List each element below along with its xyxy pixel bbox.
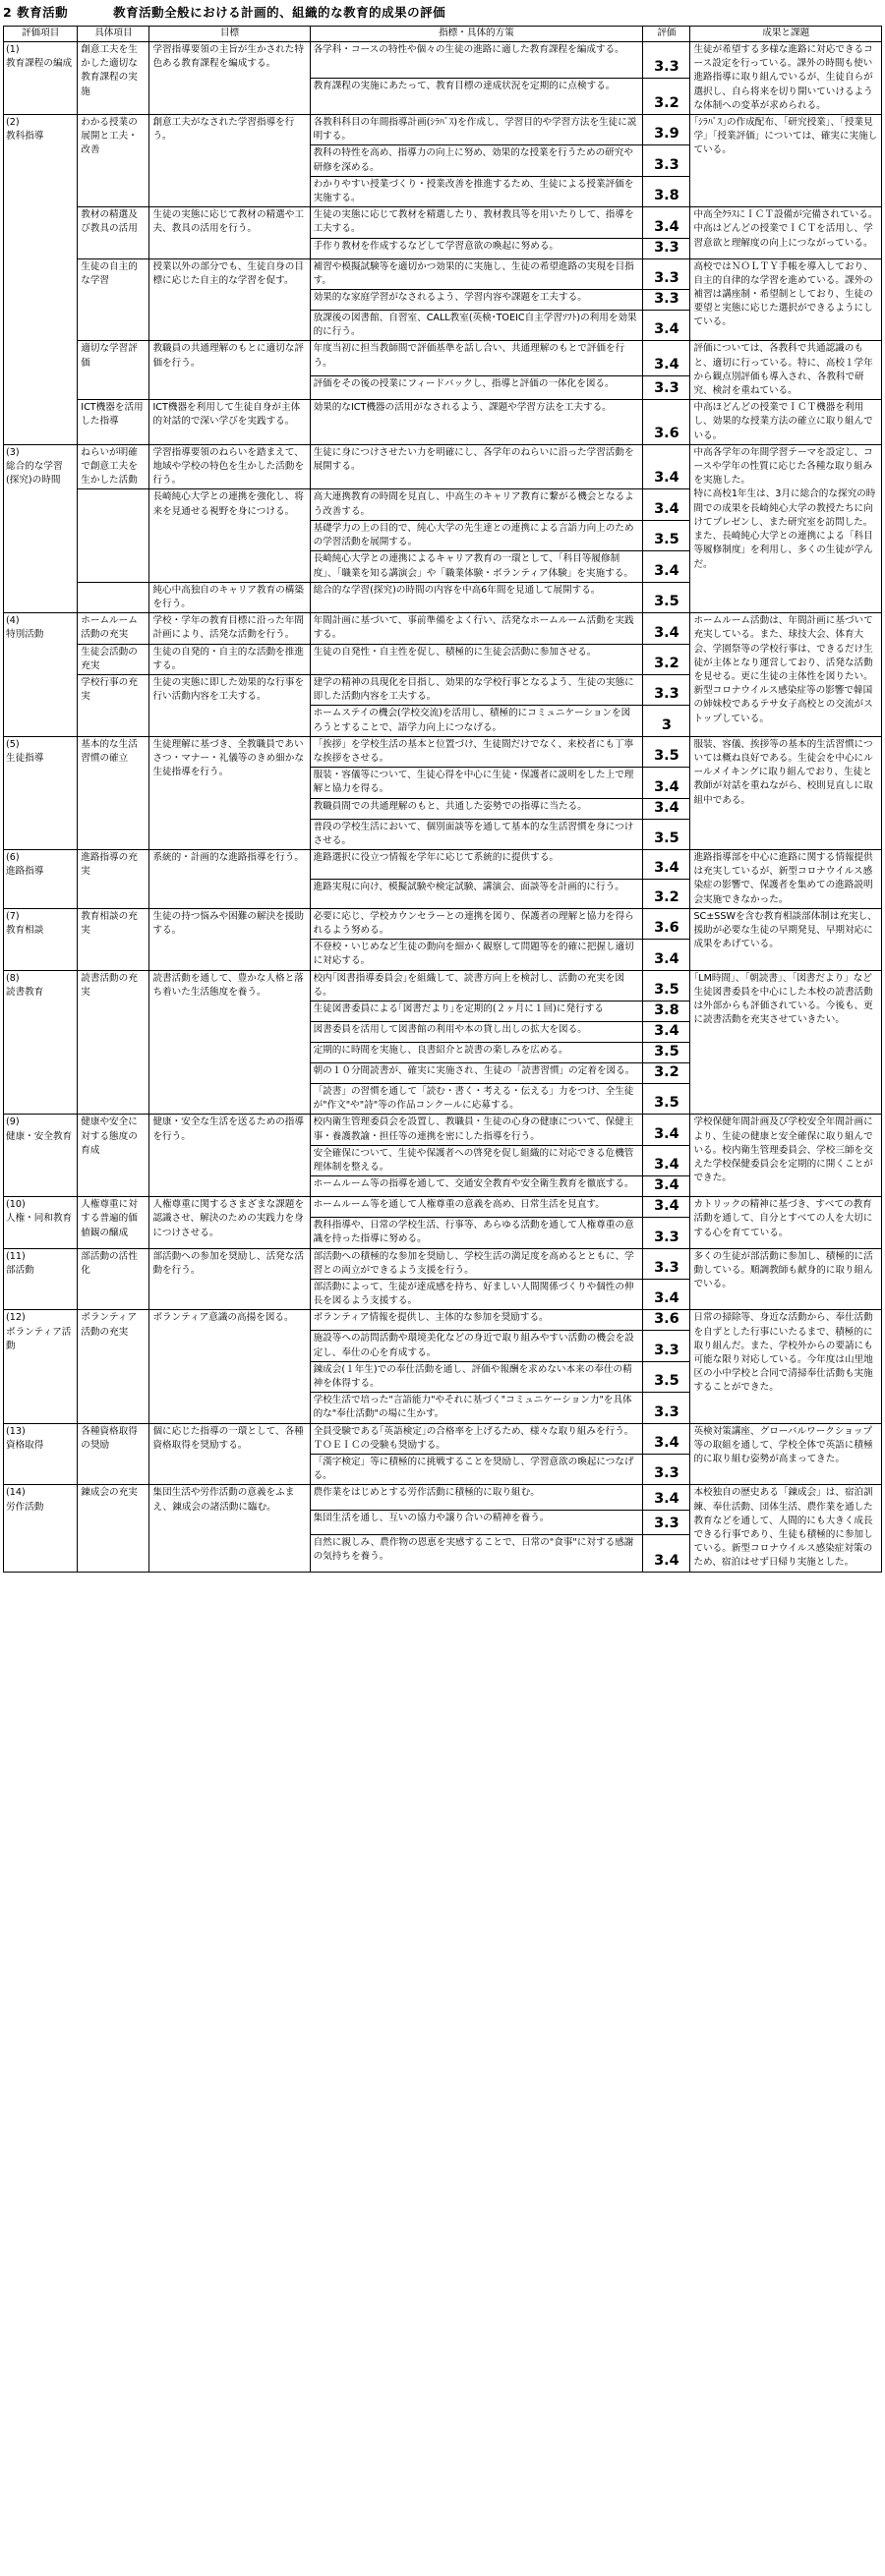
measure-cell: 高大連携教育の時間を見直し、中高生のキャリア教育に繋がる機会となるよう改善する。 bbox=[310, 489, 643, 520]
table-row bbox=[4, 1310, 882, 1331]
table-row bbox=[4, 400, 882, 445]
score-cell: 3.5 bbox=[643, 736, 690, 767]
item-label-cell: 各種資格取得の奨励 bbox=[78, 1423, 149, 1485]
measure-cell: 教科の特性を高め、指導力の向上に努め、効果的な授業を行うための研究や研修を深める。 bbox=[310, 145, 643, 176]
result-cell: 中高ほどんどの授業でＩＣＴ機器を利用し、効果的な授業方法の確立に取り組んでいる。 bbox=[690, 400, 882, 445]
item-label-cell: わかる授業の展開と工夫・改善 bbox=[78, 115, 149, 207]
score-cell: 3.4 bbox=[643, 1176, 690, 1197]
table-row bbox=[4, 1248, 882, 1279]
item-label-cell: ボランティア活動の充実 bbox=[78, 1310, 149, 1423]
header-cell: 指標・具体的方策 bbox=[310, 27, 643, 42]
goal-cell: 読書活動を通して、豊かな人格と落ち着いた生活態度を養う。 bbox=[149, 970, 310, 1115]
measure-cell: 進路実現に向け、模擬試験や検定試験、講演会、面談等を計画的に行う。 bbox=[310, 879, 643, 908]
score-cell: 3.3 bbox=[643, 1510, 690, 1534]
measure-cell: 定期的に時間を実施し、良書紹介と読書の楽しみを広める。 bbox=[310, 1042, 643, 1062]
table-row bbox=[4, 736, 882, 767]
goal-cell: 生徒の実態に即した効果的な行事を行い活動内容を工夫する。 bbox=[149, 674, 310, 736]
item-label-cell: 基本的な生活習慣の確立 bbox=[78, 736, 149, 849]
item-label-cell: 創意工夫を生かした適切な教育課程の実施 bbox=[78, 42, 149, 115]
measure-cell: 放課後の図書館、自習室、CALL教室(英検･TOEIC自主学習ｿﾌﾄ)の利用を効果的に行う。 bbox=[310, 311, 643, 341]
score-cell: 3.2 bbox=[643, 1062, 690, 1083]
measure-cell: 集団生活を通し、互いの協力や譲り合いの精神を養う。 bbox=[310, 1510, 643, 1534]
table-row bbox=[4, 207, 882, 238]
result-cell: 評価については、各教科で共通認識のもと、適切に行っている。特に、高校１学年から観点別評価も導入され、各教科で研究、検討を重ねている。 bbox=[690, 341, 882, 400]
measure-cell: 総合的な学習(探究)の時間の内容を中高6年間を見通して展開する。 bbox=[310, 582, 643, 612]
category-cell: (2) 教科指導 bbox=[4, 115, 78, 445]
item-label-cell: ホームルーム活動の充実 bbox=[78, 613, 149, 644]
score-cell: 3.4 bbox=[643, 1197, 690, 1218]
measure-cell: 各教科科目の年間指導計画(ｼﾗﾊﾞｽ)を作成し、学習目的や学習方法を生徒に説明する。 bbox=[310, 115, 643, 145]
category-cell: (6) 進路指導 bbox=[4, 849, 78, 908]
measure-cell: ホームステイの機会(学校交流)を活用し、積極的にコミュニケーションを図ろうとすることで、語学力向上につなげる。 bbox=[310, 706, 643, 736]
goal-cell: 人権尊重に関するさまざまな課題を認識させ、解決のための実践力を身につけさせる。 bbox=[149, 1197, 310, 1248]
item-label-cell: 生徒の自主的な学習 bbox=[78, 258, 149, 341]
item-label-cell: 学校行事の充実 bbox=[78, 674, 149, 736]
title-number: 2 bbox=[3, 5, 13, 20]
measure-cell: 生徒の自発性・自主性を促し、積極的に生徒会活動に参加させる。 bbox=[310, 644, 643, 674]
score-cell: 3.3 bbox=[643, 1393, 690, 1423]
measure-cell: 生徒図書委員による｢図書だより｣を定期的(２ヶ月に１回)に発行する bbox=[310, 1001, 643, 1021]
header-cell: 具体項目 bbox=[78, 27, 149, 42]
goal-cell: 学習指導要領の主旨が生かされた特色ある教育課程を編成する。 bbox=[149, 42, 310, 115]
measure-cell: 農作業をはじめとする労作活動に積極的に取り組む。 bbox=[310, 1485, 643, 1510]
measure-cell: 部活動への積極的な参加を奨励し、学校生活の満足度を高めるとともに、学習との両立ができるよう支援を行う。 bbox=[310, 1248, 643, 1279]
score-cell: 3.8 bbox=[643, 176, 690, 206]
table-row bbox=[4, 1485, 882, 1510]
score-cell: 3 bbox=[643, 706, 690, 736]
score-cell: 3.9 bbox=[643, 115, 690, 145]
result-cell: 進路指導部を中心に進路に関する情報提供は充実しているが、新型コロナウイルス感染症の影響で、保護者を集めての進路説明会実施できなかった。 bbox=[690, 849, 882, 908]
category-cell: (11) 部活動 bbox=[4, 1248, 78, 1310]
item-label-cell: ねらいが明確で創意工夫を生かした活動 bbox=[78, 444, 149, 489]
result-cell: ｢LM時間」、「朝読書」、「図書だより」など生徒図書委員を中心にした本校の読書活動は外部からも評価されている。今後も、更に読書活動を充実させていきたい。 bbox=[690, 970, 882, 1115]
table-row bbox=[4, 115, 882, 145]
score-cell: 3.6 bbox=[643, 908, 690, 939]
result-cell: 服装、容儀、挨拶等の基本的生活習慣については概ね良好である。生徒会を中心にルールメイキングに取り組んでおり、生徒と教師が対話を重ねながら、校則見直しに取組中である。 bbox=[690, 736, 882, 849]
measure-cell: 部活動によって、生徒が達成感を持ち、好ましい人間関係づくりや個性の伸長を図るよう支援する。 bbox=[310, 1280, 643, 1310]
measure-cell: ホームルーム等の指導を通して、交通安全教育や安全衛生教育を徹底する。 bbox=[310, 1176, 643, 1197]
score-cell: 3.4 bbox=[643, 613, 690, 644]
measure-cell: 基礎学力の上の目的で、純心大学の先生達との連携による言語力向上のための学習活動を展開する。 bbox=[310, 520, 643, 550]
measure-cell: 「漢字検定」等に積極的に挑戦することを奨励し、学習意欲の喚起につなげる。 bbox=[310, 1455, 643, 1485]
score-cell: 3.3 bbox=[643, 1455, 690, 1485]
item-label-cell: ICT機器を活用した指導 bbox=[78, 400, 149, 445]
category-cell: (12) ボランティア活動 bbox=[4, 1310, 78, 1423]
table-row bbox=[4, 341, 882, 376]
score-cell: 3.6 bbox=[643, 400, 690, 445]
measure-cell: 年度当初に担当教師間で評価基準を話し合い、共通理解のもとで評価を行う。 bbox=[310, 341, 643, 376]
score-cell: 3.3 bbox=[643, 1248, 690, 1279]
score-cell: 3.5 bbox=[643, 819, 690, 849]
measure-cell: 朝の１０分間読書が、確実に実施され、生徒の「読書習慣」の定着を図る。 bbox=[310, 1062, 643, 1083]
score-cell: 3.4 bbox=[643, 341, 690, 376]
measure-cell: 教育課程の実施にあたって、教育目標の達成状況を定期的に点検する。 bbox=[310, 79, 643, 115]
goal-cell: 部活動への参加を奨励し、活発な活動を行う。 bbox=[149, 1248, 310, 1310]
header-cell: 評価項目 bbox=[4, 27, 78, 42]
score-cell: 3.4 bbox=[643, 1423, 690, 1454]
goal-cell: 学習指導要領のねらいを踏まえて、地域や学校の特色を生かした活動を行う。 bbox=[149, 444, 310, 489]
category-cell: (5) 生徒指導 bbox=[4, 736, 78, 849]
table-row bbox=[4, 1423, 882, 1454]
goal-cell: 長崎純心大学との連携を強化し、将来を見通せる視野を身につける。 bbox=[149, 489, 310, 582]
goal-cell: ボランティア意識の高揚を図る。 bbox=[149, 1310, 310, 1423]
measure-cell: 効果的なICT機器の活用がなされるよう、課題や学習方法を工夫する。 bbox=[310, 400, 643, 445]
result-cell: 生徒が希望する多様な進路に対応できるコース設定を行っている。課外の時間も使い進路指導に取り組んでいるが、生徒自らが選択し、自ら将来を切り開いていけるような体制への変革が求められる。 bbox=[690, 42, 882, 115]
measure-cell: 教科指導や、日常の学校生活、行事等、あらゆる活動を通して人権尊重の意識を持った指導に努める。 bbox=[310, 1218, 643, 1248]
result-cell: ｢ｼﾗﾊﾞｽ｣の作成配布、「研究授業」、「授業見学」「授業評価」については、確実に実施している。 bbox=[690, 115, 882, 207]
score-cell: 3.5 bbox=[643, 1361, 690, 1392]
measure-cell: 施設等への訪問活動や環境美化などの身近で取り組みやすい活動の機会を設定し、奉仕の心を育成する。 bbox=[310, 1331, 643, 1361]
score-cell: 3.5 bbox=[643, 1083, 690, 1114]
header-cell: 成果と課題 bbox=[690, 27, 882, 42]
goal-cell: 個に応じた指導の一環として、各種資格取得を奨励する。 bbox=[149, 1423, 310, 1485]
goal-cell: 教職員の共通理解のもとに適切な評価を行う。 bbox=[149, 341, 310, 400]
goal-cell: 創意工夫がなされた学習指導を行う。 bbox=[149, 115, 310, 207]
category-cell: (4) 特別活動 bbox=[4, 613, 78, 737]
measure-cell: 「読書」の習慣を通して「読む・書く・考える・伝える」力をつけ、全生徒が"作文"や"詩"等の作品コンクールに応募する。 bbox=[310, 1083, 643, 1114]
measure-cell: 錬成会(１年生)での奉仕活動を通し、評価や報酬を求めない本来の奉仕の精神を体得する。 bbox=[310, 1361, 643, 1392]
score-cell: 3.4 bbox=[643, 1534, 690, 1572]
item-label-cell: 進路指導の充実 bbox=[78, 849, 149, 908]
measure-cell: 年間計画に基づいて、事前準備をよく行い、活発なホームルーム活動を実践する。 bbox=[310, 613, 643, 644]
score-cell: 3.4 bbox=[643, 489, 690, 520]
page-title bbox=[3, 2, 882, 26]
goal-cell: 授業以外の部分でも、生徒自身の目標に応じた自主的な学習を促す。 bbox=[149, 258, 310, 341]
result-cell: 中高各学年の年間学習テーマを設定し、コースや学年の性質に応じた各種な取り組みを実施した。 特に高校1年生は、3月に総合的な探究の時間での成果を長崎純心大学の教授たちに向けてプレゼンし、また研究室を訪問した。また、長崎純心大学との連携による「科目等履修制度」を利用し、多くの生徒が学んだ。 bbox=[690, 444, 882, 612]
score-cell: 3.3 bbox=[643, 290, 690, 311]
item-label-cell: 適切な学習評価 bbox=[78, 341, 149, 400]
goal-cell: 集団生活や労作活動の意義をふまえ、錬成会の諸活動に臨む。 bbox=[149, 1485, 310, 1572]
table-row bbox=[4, 1197, 882, 1218]
score-cell: 3.3 bbox=[643, 238, 690, 258]
item-label-cell: 部活動の活性化 bbox=[78, 1248, 149, 1310]
table-row bbox=[4, 613, 882, 644]
measure-cell: 生徒に身につけさせたい力を明確にし、各学年のねらいに沿った学習活動を展開する。 bbox=[310, 444, 643, 489]
measure-cell: 全員受験である｢英語検定｣の合格率を上げるため、様々な取り組みを行う。ＴＯＥＩＣの受験も奨励する。 bbox=[310, 1423, 643, 1454]
goal-cell: 生徒の実態に応じて教材の精選や工夫、教具の活用を行う。 bbox=[149, 207, 310, 258]
score-cell: 3.5 bbox=[643, 1042, 690, 1062]
measure-cell: 評価をその後の授業にフィードバックし、指導と評価の一体化を図る。 bbox=[310, 376, 643, 400]
category-cell: (8) 読書教育 bbox=[4, 970, 78, 1115]
score-cell: 3.3 bbox=[643, 376, 690, 400]
goal-cell: 健康・安全な生活を送るための指導を行う。 bbox=[149, 1115, 310, 1197]
score-cell: 3.4 bbox=[643, 207, 690, 238]
header-cell: 評価 bbox=[643, 27, 690, 42]
item-label-cell: 錬成会の充実 bbox=[78, 1485, 149, 1572]
measure-cell: ボランティア情報を提供し、主体的な参加を奨励する。 bbox=[310, 1310, 643, 1331]
score-cell: 3.4 bbox=[643, 768, 690, 798]
score-cell: 3.4 bbox=[643, 1021, 690, 1042]
measure-cell: 不登校・いじめなど生徒の動向を細かく観察して問題等を的確に把握し適切に対応する。 bbox=[310, 940, 643, 970]
item-label-cell: 読書活動の充実 bbox=[78, 970, 149, 1115]
result-cell: SC±SSWを含む教育相談部体制は充実し、援助が必要な生徒の早期発見、早期対応に成果をあげている。 bbox=[690, 908, 882, 970]
result-cell: 多くの生徒が部活動に参加し、積極的に活動している。順調教師も献身的に取り組んでいる。 bbox=[690, 1248, 882, 1310]
table-row bbox=[4, 908, 882, 939]
header-cell: 目標 bbox=[149, 27, 310, 42]
table-row bbox=[4, 444, 882, 489]
goal-cell: 生徒の持つ悩みや困難の解決を援助する。 bbox=[149, 908, 310, 970]
measure-cell: 「挨拶」を学校生活の基本と位置づけ、生徒間だけでなく、来校者にも丁寧な挨拶をさせる。 bbox=[310, 736, 643, 767]
measure-cell: 生徒の実態に応じて教材を精選したり、教材教具等を用いたりして、指導を工夫する。 bbox=[310, 207, 643, 238]
table-row bbox=[4, 849, 882, 879]
result-cell: 英検対策講座、グローバルワークショップ等の取組を通して、学校全体で英語に積極的に取り組む姿勢が高まってきた。 bbox=[690, 1423, 882, 1485]
score-cell: 3.8 bbox=[643, 1001, 690, 1021]
measure-cell: 図書委員を活用して図書館の利用や本の貸し出しの拡大を図る。 bbox=[310, 1021, 643, 1042]
measure-cell: 効果的な家庭学習がなされるよう、学習内容や課題を工夫する。 bbox=[310, 290, 643, 311]
result-cell: 日常の掃除等、身近な活動から、奉仕活動を自ずとした行事にいたるまで、積極的に取り組んだ。また、学校外からの要請にも可能な限り対応している。今年度は山里地区の小中学校と合同で清掃奉仕活動も実施することができた。 bbox=[690, 1310, 882, 1423]
measure-cell: 学校生活で培った"言語能力"やそれに基づく"コミュニケーション力"を具体的な"奉仕活動"の場に生かす。 bbox=[310, 1393, 643, 1423]
score-cell: 3.4 bbox=[643, 551, 690, 582]
score-cell: 3.6 bbox=[643, 1310, 690, 1331]
item-label-cell: 生徒会活動の充実 bbox=[78, 644, 149, 674]
score-cell: 3.4 bbox=[643, 1115, 690, 1145]
category-cell: (9) 健康・安全教育 bbox=[4, 1115, 78, 1197]
measure-cell: 普段の学校生活において、個別面談等を通して基本的な生活習慣を身につけさせる。 bbox=[310, 819, 643, 849]
table-row bbox=[4, 258, 882, 289]
score-cell: 3.4 bbox=[643, 940, 690, 970]
goal-cell: ICT機器を利用して生徒自身が主体的対話的で深い学びを実践する。 bbox=[149, 400, 310, 445]
goal-cell: 純心中高独自のキャリア教育の構築を行う。 bbox=[149, 582, 310, 612]
table-header-row bbox=[4, 27, 882, 42]
table-row bbox=[4, 42, 882, 79]
result-cell: カトリックの精神に基づき、すべての教育活動を通して、自分とすべての人を大切にする心を育てている。 bbox=[690, 1197, 882, 1248]
item-label-cell bbox=[78, 582, 149, 612]
score-cell: 3.4 bbox=[643, 311, 690, 341]
score-cell: 3.2 bbox=[643, 644, 690, 674]
goal-cell: 学校・学年の教育目標に沿った年間計画により、活発な活動を行う。 bbox=[149, 613, 310, 644]
measure-cell: 各学科・コースの特性や個々の生徒の進路に適した教育課程を編成する。 bbox=[310, 42, 643, 79]
category-cell: (1) 教育課程の編成 bbox=[4, 42, 78, 115]
score-cell: 3.4 bbox=[643, 1145, 690, 1175]
measure-cell: 安全確保について、生徒や保護者への啓発を促し組織的に対応できる危機管理体制を整える。 bbox=[310, 1145, 643, 1175]
result-cell: 学校保健年間計画及び学校安全年間計画により、生徒の健康と安全確保に取り組んでいる。校内衛生管理委員会、学校三師を交えた学校保健委員会を定期的に開くことができた。 bbox=[690, 1115, 882, 1197]
goal-cell: 生徒理解に基づき、全教職員であいさつ・マナー・礼儀等のきめ細かな生徒指導を行う。 bbox=[149, 736, 310, 849]
measure-cell: 手作り教材を作成するなどして学習意欲の喚起に努める。 bbox=[310, 238, 643, 258]
result-cell: 本校独自の歴史ある「錬成会」は、宿泊訓練、奉仕活動、団体生活、農作業を通した教育などを通して、人間的にも大きく成長できる行事であり、生徒も積極的に参加している。新型コロナウイルス感染症対策のため、宿泊はせず日帰り実施とした。 bbox=[690, 1485, 882, 1572]
result-cell: ホームルーム活動は、年間計画に基づいて充実している。また、球技大会、体育大会、学園祭等の学校行事は、できるだけ生徒が主体となり運営しており、活発な活動を見せる。更に生徒の主体性を図りたい。新型コロナウイルス感染症等の影響で韓国の姉妹校であるテサ女子高校との交流がストップしている。 bbox=[690, 613, 882, 737]
measure-cell: 自然に親しみ、農作物の恩恵を実感することで、日常の"食事"に対する感謝の気持ちを養う。 bbox=[310, 1534, 643, 1572]
score-cell: 3.3 bbox=[643, 42, 690, 79]
score-cell: 3.2 bbox=[643, 879, 690, 908]
category-cell: (14) 労作活動 bbox=[4, 1485, 78, 1572]
score-cell: 3.3 bbox=[643, 145, 690, 176]
measure-cell: ホームルーム等を通して人権尊重の意義を高め、日常生活を見直す。 bbox=[310, 1197, 643, 1218]
score-cell: 3.3 bbox=[643, 1331, 690, 1361]
score-cell: 3.3 bbox=[643, 258, 690, 289]
item-label-cell: 教材の精選及び教具の活用 bbox=[78, 207, 149, 258]
measure-cell: 補習や模擬試験等を適切かつ効果的に実施し、生徒の希望進路の実現を目指す。 bbox=[310, 258, 643, 289]
score-cell: 3.3 bbox=[643, 674, 690, 705]
result-cell: 高校ではＮＯＬＴＹ手帳を導入しており、自主的自律的な学習を進めている。課外の補習は講座制・希望制としており、生徒の要望と実態に応じた選択ができるようにしている。 bbox=[690, 258, 882, 341]
measure-cell: 校内衛生管理委員会を設置し、教職員・生徒の心身の健康について、保健主事・養護教諭・担任等の連携を密にした指導を行う。 bbox=[310, 1115, 643, 1145]
item-label-cell: 人権尊重に対する普遍的価値観の醸成 bbox=[78, 1197, 149, 1248]
category-cell: (3) 総合的な学習(探究)の時間 bbox=[4, 444, 78, 612]
item-label-cell bbox=[78, 489, 149, 582]
category-cell: (7) 教育相談 bbox=[4, 908, 78, 970]
category-cell: (10) 人権・同和教育 bbox=[4, 1197, 78, 1248]
measure-cell: 建学の精神の具現化を目指し、効果的な学校行事となるよう、生徒の実態に即した活動内容を工夫する。 bbox=[310, 674, 643, 705]
table-row bbox=[4, 970, 882, 1001]
result-cell: 中高全ｸﾗｽにＩＣＴ設備が完備されている。中高はどんどの授業でＩＣＴを活用し、学習意欲と理解度の向上につながっている。 bbox=[690, 207, 882, 258]
score-cell: 3.3 bbox=[643, 1218, 690, 1248]
measure-cell: 教職員間での共通理解のもと、共通した姿勢での指導に当たる。 bbox=[310, 798, 643, 819]
score-cell: 3.4 bbox=[643, 1485, 690, 1510]
item-label-cell: 教育相談の充実 bbox=[78, 908, 149, 970]
evaluation-table bbox=[3, 26, 882, 1573]
score-cell: 3.5 bbox=[643, 520, 690, 550]
measure-cell: 服装・容儀等について、生徒心得を中心に生徒・保護者に説明をした上で理解と協力を得る。 bbox=[310, 768, 643, 798]
measure-cell: 校内｢図書指導委員会｣を組織して、読書方向上を検討し、活動の充実を図る。 bbox=[310, 970, 643, 1001]
goal-cell: 系統的・計画的な進路指導を行う。 bbox=[149, 849, 310, 908]
measure-cell: わかりやすい授業づくり・授業改善を推進するため、生徒による授業評価を実施する。 bbox=[310, 176, 643, 206]
title-description: 教育活動全般における計画的、組織的な教育的成果の評価 bbox=[113, 5, 446, 20]
score-cell: 3.4 bbox=[643, 444, 690, 489]
score-cell: 3.5 bbox=[643, 582, 690, 612]
measure-cell: 進路選択に役立つ情報を学年に応じて系統的に提供する。 bbox=[310, 849, 643, 879]
title-label: 教育活動 bbox=[17, 5, 69, 20]
item-label-cell: 健康や安全に対する態度の育成 bbox=[78, 1115, 149, 1197]
goal-cell: 生徒の自発的・自主的な活動を推進する。 bbox=[149, 644, 310, 674]
measure-cell: 長崎純心大学との連携によるキャリア教育の一環として、「科目等履修制度」、「職業を知る講演会」や「職業体験・ボランティア体験」を実施する。 bbox=[310, 551, 643, 582]
score-cell: 3.2 bbox=[643, 79, 690, 115]
score-cell: 3.4 bbox=[643, 1280, 690, 1310]
score-cell: 3.4 bbox=[643, 849, 690, 879]
score-cell: 3.5 bbox=[643, 970, 690, 1001]
measure-cell: 必要に応じ、学校カウンセラーとの連携を図り、保護者の理解と協力を得られるよう努める。 bbox=[310, 908, 643, 939]
table-row bbox=[4, 1115, 882, 1145]
score-cell: 3.4 bbox=[643, 798, 690, 819]
category-cell: (13) 資格取得 bbox=[4, 1423, 78, 1485]
